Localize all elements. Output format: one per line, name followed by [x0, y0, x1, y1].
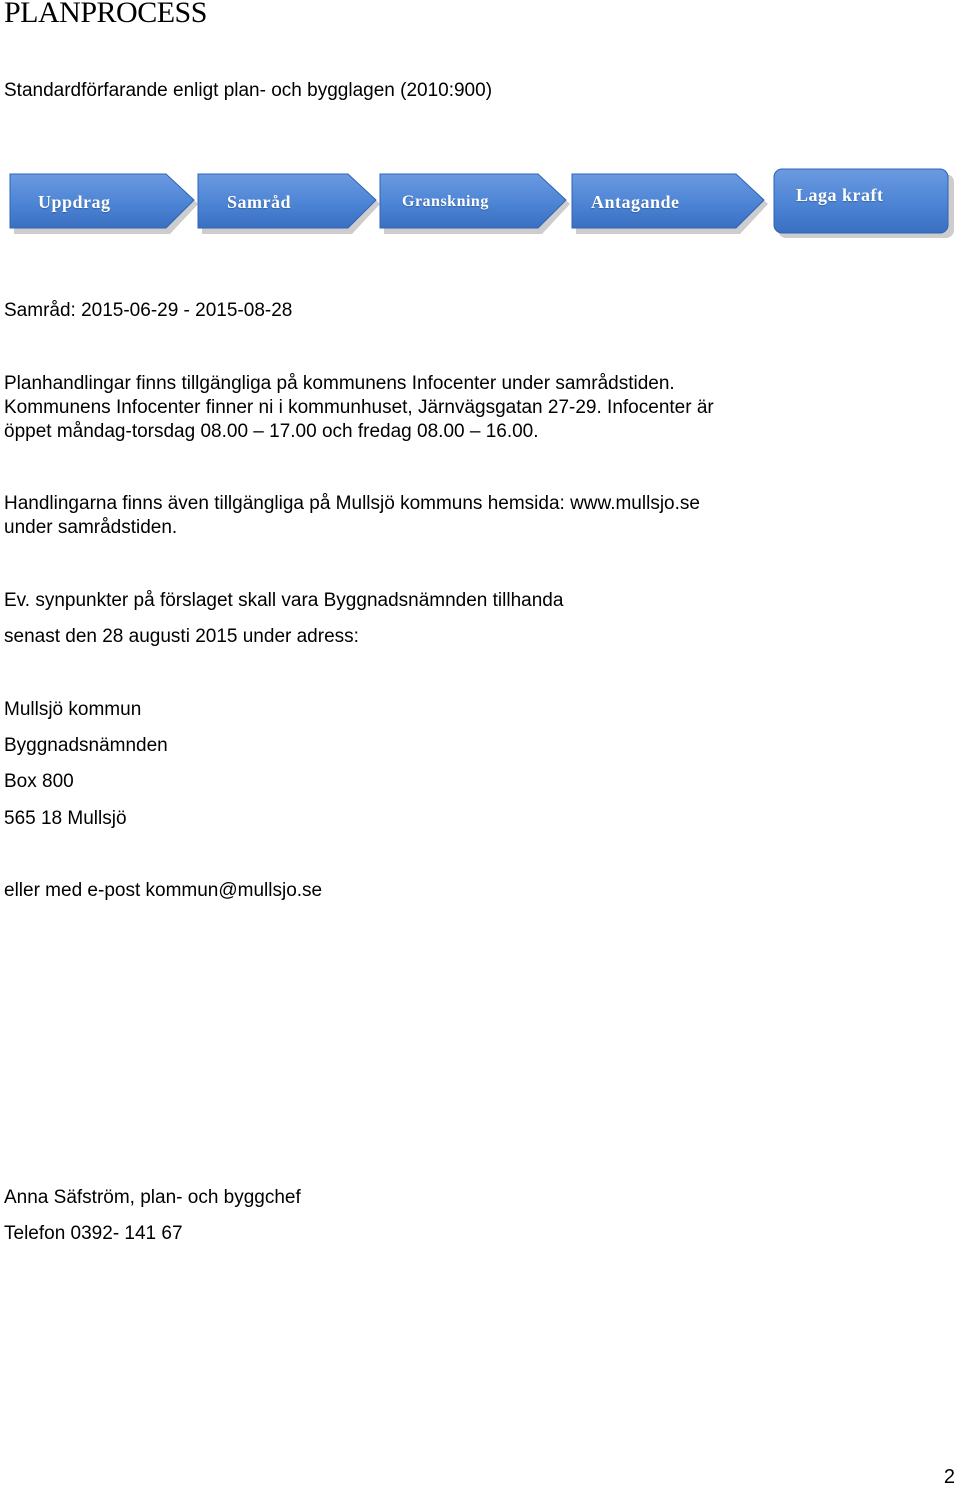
process-step-laga-kraft: Laga kraft [796, 185, 884, 205]
page-number: 2 [943, 1466, 955, 1488]
address-line: Mullsjö kommun [4, 699, 142, 720]
comments-line: Ev. synpunkter på förslaget skall vara Byggnadsnämnden tillhanda [4, 590, 564, 611]
address-line: 565 18 Mullsjö [4, 808, 127, 829]
page-title: PLANPROCESS [4, 0, 207, 29]
comments-line: senast den 28 augusti 2015 under adress: [4, 626, 359, 647]
process-step-antagande: Antagande [591, 192, 680, 212]
signature-phone: Telefon 0392- 141 67 [4, 1223, 183, 1244]
signature-name: Anna Säfström, plan- och byggchef [4, 1187, 301, 1208]
process-step-granskning: Granskning [402, 193, 489, 210]
address-line: Box 800 [4, 771, 74, 792]
address-line: Byggnadsnämnden [4, 735, 168, 756]
website-line: under samrådstiden. [4, 517, 178, 538]
website-line: Handlingarna finns även tillgängliga på Mullsjö kommuns hemsida: www.mullsjo.se [4, 493, 700, 514]
info-line: Kommunens Infocenter finner ni i kommunhuset, Järnvägsgatan 27-29. Infocenter är [4, 397, 714, 418]
consultation-period: Samråd: 2015-06-29 - 2015-08-28 [4, 300, 293, 321]
process-step-samrad: Samråd [227, 192, 292, 212]
info-line: Planhandlingar finns tillgängliga på kommunens Infocenter under samrådstiden. [4, 373, 675, 394]
info-line: öppet måndag-torsdag 08.00 – 17.00 och fredag 08.00 – 16.00. [4, 421, 539, 442]
subtitle: Standardförfarande enligt plan- och bygglagen (2010:900) [4, 80, 493, 101]
process-flow [0, 162, 960, 242]
email-line: eller med e-post kommun@mullsjo.se [4, 880, 323, 901]
process-step-uppdrag: Uppdrag [38, 192, 111, 212]
